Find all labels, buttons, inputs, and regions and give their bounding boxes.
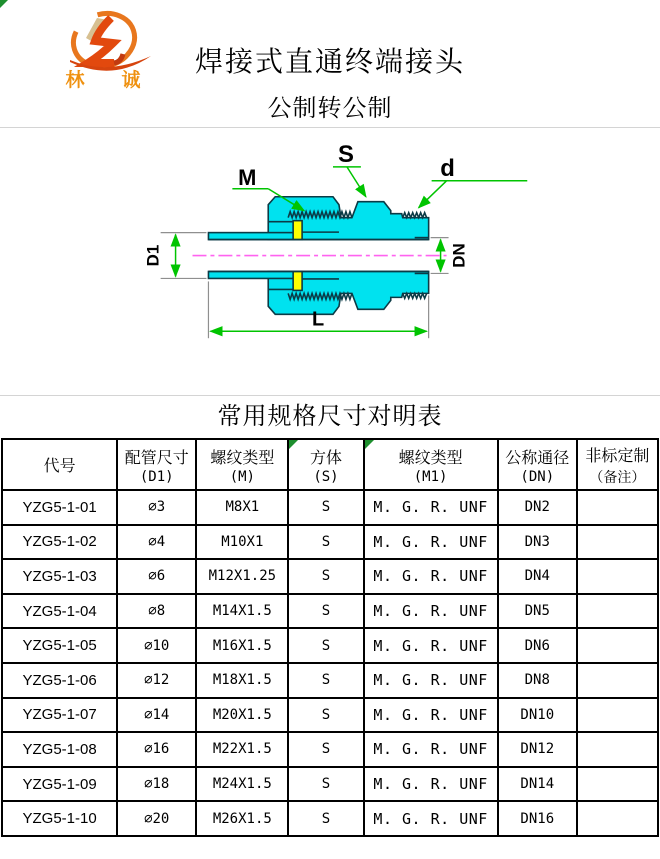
header [0,0,660,128]
table-cell [577,732,658,767]
thread-d-zigzag [403,213,427,218]
comment-marker-icon [365,440,374,449]
table-cell: ∅14 [117,698,196,733]
table-cell: S [288,559,363,594]
table-cell: M10X1 [196,525,288,560]
table-cell: S [288,698,363,733]
table-cell: S [288,663,363,698]
table-cell: M. G. R. UNF [364,801,498,836]
page-subtitle: 公制转公制 [267,96,393,122]
label-d1: D1 [143,244,163,267]
table-cell: S [288,732,363,767]
table-cell [577,698,658,733]
table-cell: DN16 [498,801,577,836]
table-cell: YZG5-1-02 [2,525,117,560]
gasket [293,221,302,240]
table-cell: M. G. R. UNF [364,559,498,594]
technical-drawing-section [0,128,660,396]
table-cell: YZG5-1-03 [2,559,117,594]
table-cell: ∅4 [117,525,196,560]
table-cell: M24X1.5 [196,767,288,802]
table-cell [577,490,658,525]
table-cell: YZG5-1-05 [2,628,117,663]
table-cell: YZG5-1-08 [2,732,117,767]
weld-tube [208,233,294,240]
table-cell: DN12 [498,732,577,767]
fitting-top-half [208,197,428,240]
table-cell: M. G. R. UNF [364,698,498,733]
table-cell: ∅8 [117,594,196,629]
table-cell [577,559,658,594]
table-header-row [2,439,658,490]
page-corner-marker-icon [0,0,8,8]
spec-table [1,438,659,837]
table-cell: DN8 [498,663,577,698]
logo-text-left: 林 [65,70,85,91]
table-cell: DN3 [498,525,577,560]
page-title: 焊接式直通终端接头 [194,47,465,78]
table-row [2,732,658,767]
table-cell: YZG5-1-06 [2,663,117,698]
table-cell: M12X1.25 [196,559,288,594]
table-cell: DN14 [498,767,577,802]
leader-s-arrow [347,167,366,197]
table-cell: DN2 [498,490,577,525]
table-cell [577,663,658,698]
table-cell [577,628,658,663]
table-cell: YZG5-1-10 [2,801,117,836]
fitting-drawing [0,128,660,396]
table-row [2,767,658,802]
table-cell: M. G. R. UNF [364,490,498,525]
table-cell: YZG5-1-04 [2,594,117,629]
table-row [2,490,658,525]
table-row [2,525,658,560]
label-m: M [238,164,257,190]
logo-text-right: 诚 [121,70,141,91]
table-cell: YZG5-1-07 [2,698,117,733]
col-header-5: 公称通径 (DN) [498,439,577,490]
table-cell: ∅18 [117,767,196,802]
table-cell: DN6 [498,628,577,663]
leader-d-arrow [419,181,447,208]
table-cell: S [288,767,363,802]
table-cell: S [288,628,363,663]
table-cell: M. G. R. UNF [364,628,498,663]
table-cell [577,767,658,802]
table-cell: S [288,594,363,629]
col-header-3: 方体 (S) [288,439,363,490]
dimension-lines [176,164,528,331]
table-cell: ∅10 [117,628,196,663]
table-cell: M22X1.5 [196,732,288,767]
table-cell: ∅16 [117,732,196,767]
table-cell: S [288,525,363,560]
table-cell: ∅6 [117,559,196,594]
table-cell: DN4 [498,559,577,594]
table-cell: M. G. R. UNF [364,767,498,802]
table-cell: M16X1.5 [196,628,288,663]
table-cell: M8X1 [196,490,288,525]
table-cell [577,801,658,836]
table-row [2,594,658,629]
col-header-0: 代号 [2,439,117,490]
col-header-4: 螺纹类型 (M1) [364,439,498,490]
label-l: L [311,308,325,331]
table-cell: ∅12 [117,663,196,698]
table-title: 常用规格尺寸对明表 [217,404,443,430]
table-cell: DN5 [498,594,577,629]
table-cell: YZG5-1-01 [2,490,117,525]
table-row [2,628,658,663]
table-cell: S [288,801,363,836]
label-dn: DN [449,243,469,268]
table-cell: M26X1.5 [196,801,288,836]
table-cell: M. G. R. UNF [364,663,498,698]
table-cell: S [288,490,363,525]
table-cell: M20X1.5 [196,698,288,733]
table-cell: YZG5-1-09 [2,767,117,802]
table-cell: M14X1.5 [196,594,288,629]
table-cell [577,594,658,629]
table-row [2,559,658,594]
table-cell: M18X1.5 [196,663,288,698]
table-cell: M. G. R. UNF [364,525,498,560]
comment-marker-icon [289,440,298,449]
col-header-2: 螺纹类型 (M) [196,439,288,490]
label-d: d [440,154,455,182]
table-cell: DN10 [498,698,577,733]
table-cell: ∅3 [117,490,196,525]
label-s: S [337,140,354,168]
table-cell: M. G. R. UNF [364,732,498,767]
table-row [2,663,658,698]
col-header-1: 配管尺寸 (D1) [117,439,196,490]
table-row [2,801,658,836]
table-cell: M. G. R. UNF [364,594,498,629]
col-header-6: 非标定制 （备注） [577,439,658,490]
table-cell [577,525,658,560]
header-titles [0,0,660,123]
table-cell: ∅20 [117,801,196,836]
table-row [2,698,658,733]
